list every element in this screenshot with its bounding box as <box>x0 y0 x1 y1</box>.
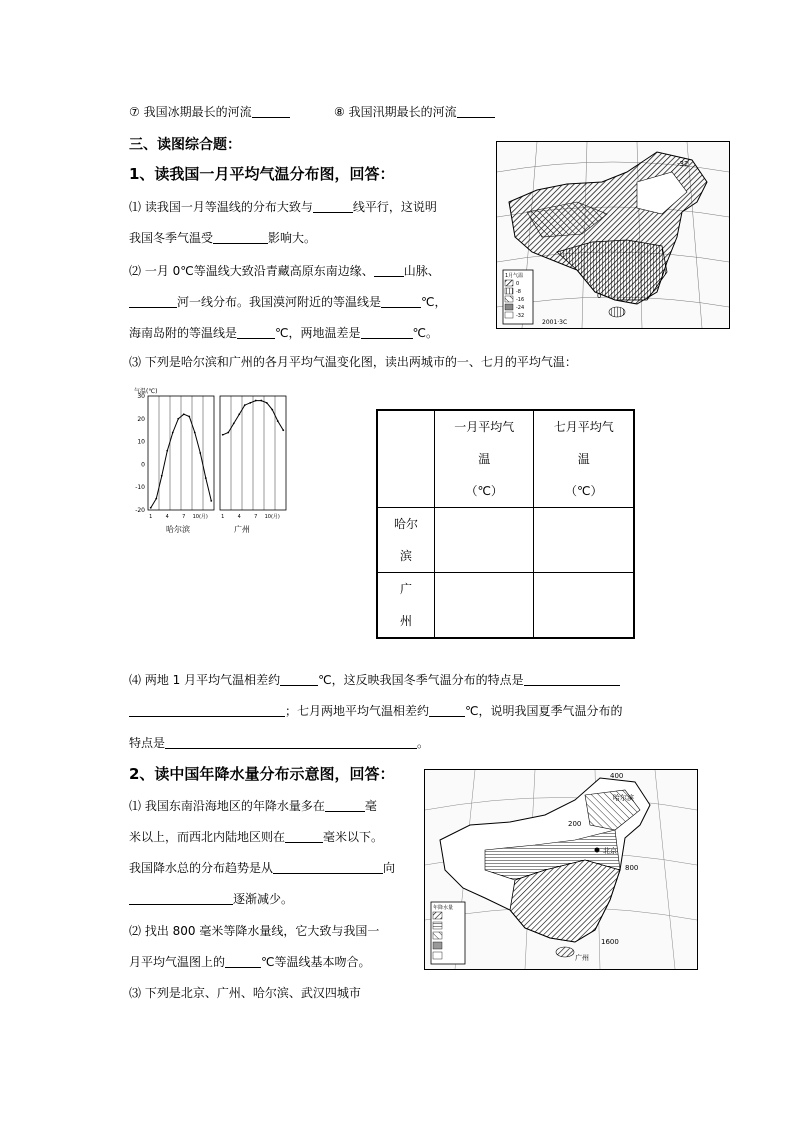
jan-map-label-b: 0 <box>597 292 602 300</box>
table-header-row <box>377 410 634 508</box>
q2-p2-text-c: ℃等温线基本吻合。 <box>261 955 371 969</box>
row-label-harbin <box>377 508 434 573</box>
q1-p1-text-c: 我国冬季气温受 <box>129 231 214 245</box>
q1-p2-blank4[interactable] <box>237 325 275 339</box>
data-point <box>227 432 229 434</box>
data-point <box>249 402 251 404</box>
q1-p2-line2 <box>129 294 447 310</box>
guangzhou-jan-cell[interactable] <box>434 573 534 639</box>
q2-p1-blank2[interactable] <box>285 829 323 843</box>
item8-answer-blank[interactable] <box>457 104 495 118</box>
harbin-label-line2: 滨 <box>399 549 412 563</box>
q1-p4-text-b: ℃，这反映我国冬季气温分布的特点是 <box>318 673 524 687</box>
river-question-line <box>129 104 290 120</box>
q1-p2-line3 <box>129 325 438 341</box>
q2-p1-blank4[interactable] <box>129 891 233 905</box>
rain-label-400: 400 <box>610 772 624 780</box>
guangzhou-label-line1: 广 <box>399 582 412 596</box>
q1-p1-text-b: 线平行，这说明 <box>352 200 437 214</box>
q1-p4-line2 <box>129 703 623 719</box>
x-tick-label: 4 <box>237 514 241 520</box>
q2-p1-text-d: 毫米以下。 <box>323 830 384 844</box>
guangzhou-chart-label: 广州 <box>234 525 250 534</box>
section3-title: 三、读图综合题： <box>129 137 241 153</box>
q2-p1-text-a: ⑴ 我国东南沿海地区的年降水量多在 <box>129 799 325 813</box>
data-point <box>166 450 168 452</box>
q1-p2-line1 <box>129 263 440 279</box>
harbin-jan-cell[interactable] <box>434 508 534 573</box>
harbin-label-line1: 哈尔 <box>393 517 418 531</box>
jan-header-line3: （℃） <box>465 484 503 498</box>
data-point <box>150 507 152 509</box>
jan-header-line1: 一月平均气 <box>454 420 515 434</box>
y-tick-label: 20 <box>137 415 145 423</box>
data-point <box>266 402 268 404</box>
data-point <box>205 477 207 479</box>
q1-p4-text-c: ；七月两地平均气温相差约 <box>285 704 430 718</box>
q2-p2-line2 <box>129 954 371 970</box>
q1-p4-blank5[interactable] <box>165 735 417 749</box>
precipitation-map <box>424 769 698 970</box>
data-point <box>210 500 212 502</box>
item7-text: ⑦ 我国冰期最长的河流 <box>129 105 252 119</box>
rain-map-legend <box>431 902 465 964</box>
x-tick-label: 7 <box>254 514 258 520</box>
table-header-jul <box>534 410 634 508</box>
q1-p4-text-f: 。 <box>417 736 430 750</box>
q1-p4-blank4[interactable] <box>429 703 465 717</box>
q1-p1-blank1[interactable] <box>313 199 353 213</box>
q1-p4-text-e: 特点是 <box>129 736 166 750</box>
q1-p2-blank5[interactable] <box>361 325 413 339</box>
y-tick-label: -20 <box>135 507 145 514</box>
q1-p1-text-a: ⑴ 读我国一月等温线的分布大致与 <box>129 200 313 214</box>
q1-p2-blank2[interactable] <box>129 294 177 308</box>
q1-p1-line1 <box>129 199 437 215</box>
q1-p2-text-b: 山脉、 <box>403 264 440 278</box>
january-temperature-map-figure <box>497 142 729 328</box>
guangzhou-jul-cell[interactable] <box>534 573 634 639</box>
data-point <box>199 452 201 454</box>
rain-label-harbin: 哈尔滨 <box>613 794 634 802</box>
jan-legend-v4: -32 <box>516 313 525 319</box>
q1-p4-text-a: ⑷ 两地 1 月平均气温相差约 <box>129 673 281 687</box>
data-point <box>177 418 179 420</box>
jul-header-line2: 温 <box>577 452 590 466</box>
climate-charts <box>128 384 300 536</box>
item7-answer-blank[interactable] <box>252 104 290 118</box>
data-point <box>188 416 190 418</box>
data-point <box>282 429 284 431</box>
precipitation-map-figure <box>425 770 697 969</box>
y-tick-label: -10 <box>135 484 145 492</box>
chart-y-ticks <box>135 393 145 514</box>
q1-p1-blank2[interactable] <box>213 230 268 244</box>
q2-p2-line1: ⑵ 找出 800 毫米等降水量线，它大致与我国一 <box>129 924 380 938</box>
guangzhou-label-line2: 州 <box>399 614 412 628</box>
q2-p1-blank3[interactable] <box>273 860 383 874</box>
rain-label-guangzhou: 广州 <box>575 954 589 962</box>
q1-p2-blank3[interactable] <box>381 294 421 308</box>
rain-label-200: 200 <box>568 820 582 828</box>
q1-p1-line2 <box>129 230 316 246</box>
data-point <box>161 475 163 477</box>
x-tick-label: 10(月) <box>264 514 280 520</box>
data-point <box>233 422 235 424</box>
q2-p1-text-c: 米以上，而西北内陆地区则在 <box>129 830 286 844</box>
q1-title: 1、读我国一月平均气温分布图，回答： <box>129 165 395 183</box>
data-point <box>238 413 240 415</box>
rain-label-1600: 1600 <box>601 938 619 946</box>
rain-label-beijing: 北京 <box>603 847 617 855</box>
x-tick-label: 10(月) <box>192 514 208 520</box>
q2-p1-line3 <box>129 860 395 876</box>
guangzhou-chart-grid <box>220 396 286 510</box>
q2-p1-text-b: 毫 <box>364 799 377 813</box>
q1-p4-blank1[interactable] <box>280 672 318 686</box>
q1-p2-text-c: 河一线分布。我国漠河附近的等温线是 <box>177 295 382 309</box>
jan-map-label-c: 2001·3C <box>542 319 568 326</box>
rain-label-800: 800 <box>625 864 639 872</box>
q2-p1-line4 <box>129 891 293 907</box>
q1-p4-blank3[interactable] <box>129 703 285 717</box>
harbin-chart-label: 哈尔滨 <box>166 525 190 534</box>
row-label-guangzhou <box>377 573 434 639</box>
jul-header-line1: 七月平均气 <box>553 420 614 434</box>
q1-p2-text-a: ⑵ 一月 0℃等温线大致沿青藏高原东南边缘、 <box>129 264 374 278</box>
data-point <box>194 432 196 434</box>
jan-legend-v0: 0 <box>516 281 520 287</box>
rain-legend-title: 年降水量 <box>433 905 454 911</box>
jan-header-line2: 温 <box>478 452 491 466</box>
data-point <box>255 400 257 402</box>
item8-text: ⑧ 我国汛期最长的河流 <box>334 105 457 119</box>
x-tick-label: 7 <box>182 514 186 520</box>
q1-p2-text-g: ℃。 <box>412 326 438 340</box>
q2-p3-line: ⑶ 下列是北京、广州、哈尔滨、武汉四城市 <box>129 986 361 1000</box>
q1-p3-text: ⑶ 下列是哈尔滨和广州的各月平均气温变化图，读出两城市的一、七月的平均气温： <box>129 355 577 369</box>
data-point <box>183 413 185 415</box>
q1-p4-blank2[interactable] <box>524 672 620 686</box>
y-tick-label: 10 <box>137 438 145 446</box>
table-row <box>377 573 634 639</box>
q1-p4-line3 <box>129 735 429 751</box>
q1-p4-line1 <box>129 672 620 688</box>
jan-legend-title: 1月气温 <box>505 273 524 279</box>
jul-header-line3: （℃） <box>564 484 603 498</box>
q1-p2-text-e: 海南岛附的等温线是 <box>129 326 238 340</box>
jan-legend-v3: -24 <box>516 305 525 311</box>
q1-p2-blank1[interactable] <box>374 263 404 277</box>
q2-p1-line1 <box>129 798 377 814</box>
data-point <box>277 420 279 422</box>
table-row <box>377 508 634 573</box>
data-point <box>271 409 273 411</box>
q2-p2-blank1[interactable] <box>225 954 261 968</box>
jan-legend-v2: -16 <box>516 297 525 303</box>
q1-p2-text-d: ℃， <box>421 295 447 309</box>
table-header-jan <box>434 410 534 508</box>
jan-map-legend <box>503 270 533 324</box>
temperature-table <box>376 409 635 639</box>
q2-p2-text-b: 月平均气温图上的 <box>129 955 226 969</box>
y-tick-label: 30 <box>137 393 145 400</box>
q1-p1-text-d: 影响大。 <box>268 231 317 245</box>
harbin-jul-cell[interactable] <box>534 508 634 573</box>
data-point <box>244 404 246 406</box>
x-tick-label: 1 <box>221 514 225 520</box>
q2-p1-line2 <box>129 829 383 845</box>
data-point <box>260 400 262 402</box>
item8-line <box>334 104 495 120</box>
chart-ylabel: 气温(℃) <box>134 388 158 395</box>
january-temperature-map <box>496 141 730 329</box>
q2-p1-blank1[interactable] <box>325 798 365 812</box>
y-tick-label: 0 <box>141 461 145 469</box>
q1-p2-text-f: ℃，两地温差是 <box>275 326 361 340</box>
chart-x-ticks <box>149 513 280 520</box>
q2-p1-text-g: 逐渐减少。 <box>233 892 294 906</box>
q1-p4-text-d: ℃，说明我国夏季气温分布的 <box>465 704 623 718</box>
q2-p1-text-f: 向 <box>383 861 396 875</box>
q2-title: 2、读中国年降水量分布示意图，回答： <box>129 765 395 783</box>
x-tick-label: 4 <box>165 514 169 520</box>
data-point <box>155 498 157 500</box>
q2-p1-text-e: 我国降水总的分布趋势是从 <box>129 861 274 875</box>
jan-legend-v1: -8 <box>516 289 521 295</box>
x-tick-label: 1 <box>149 514 153 520</box>
jan-map-label-a: -32 <box>677 160 689 168</box>
data-point <box>222 434 224 436</box>
data-point <box>172 432 174 434</box>
table-corner-cell <box>377 410 434 508</box>
